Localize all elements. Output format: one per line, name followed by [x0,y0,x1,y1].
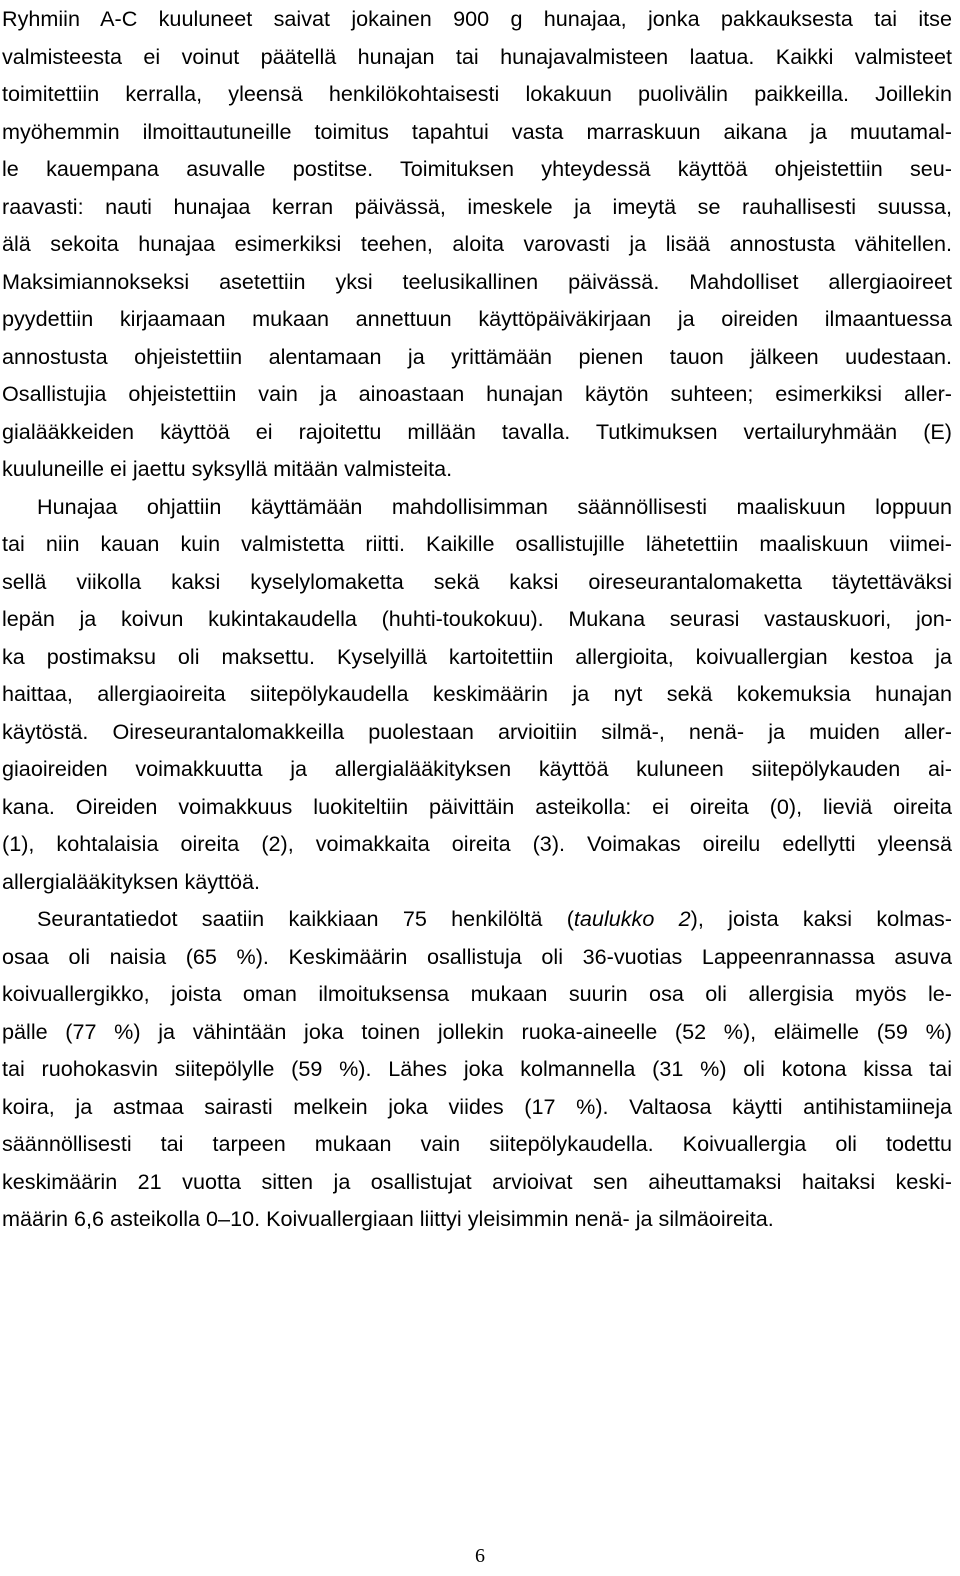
text-segment: Osallistujia ohjeistettiin vain ja ainoastaan hunajan käytön suhteen; esimerkiksi aller- [2,381,952,406]
text-segment: raavasti: nauti hunajaa kerran päivässä, imeskele ja imeytä se rauhallisesti suussa, [2,193,952,219]
text-segment: älä sekoita hunajaa esimerkiksi teehen, aloita varovasti ja lisää annostusta vähitellen. [2,231,952,256]
text-line [2,1088,952,1126]
text-line [2,338,952,376]
text-segment: osaa oli naisia (65 %). Keskimäärin osallistuja oli 36-vuotias Lappeenrannassa asuva [2,943,952,969]
text-segment: pyydettiin kirjaamaan mukaan annettuun käyttöpäiväkirjaan ja oireiden ilmaantuessa [2,306,952,331]
text-line [2,450,952,488]
text-segment: toimitettiin kerralla, yleensä henkilökohtaisesti lokakuun puolivälin paikkeilla. Joillekin [2,81,952,106]
text-segment: käytöstä. Oireseurantalomakkeilla puolestaan arvioitiin silmä-, nenä- ja muiden aller- [2,718,952,744]
text-line [2,788,952,826]
text-segment: määrin 6,6 asteikolla 0–10. Koivuallergiaan liittyi yleisimmin nenä- ja silmäoireita. [2,1206,774,1231]
text-segment: tai niin kauan kuin valmistetta riitti. Kaikille osallistujille lähetettiin maaliskuun viimei- [2,531,952,556]
text-segment: kana. Oireiden voimakkuus luokiteltiin päivittäin asteikolla: ei oireita (0), lieviä oireita [2,793,952,819]
text-line [2,863,952,901]
text-line [2,225,952,263]
text-segment: lepän ja koivun kukintakaudella (huhti-toukokuu). Mukana seurasi vastauskuori, jon- [2,606,952,631]
text-line [2,0,952,38]
text-line [2,525,952,563]
text-segment: Hunajaa ohjattiin käyttämään mahdollisimman säännöllisesti maaliskuun loppuun [37,493,952,519]
text-line [2,825,952,863]
text-segment: (1), kohtalaisia oireita (2), voimakkaita oireita (3). Voimakas oireilu edellytti yleensä [2,831,952,856]
text-segment: allergialääkityksen käyttöä. [2,868,261,894]
text-segment: säännöllisesti tai tarpeen mukaan vain siitepölykaudella. Koivuallergia oli todettu [2,1131,952,1156]
text-line [2,938,952,976]
text-line [2,750,952,788]
text-segment: haittaa, allergiaoireita siitepölykaudella keskimäärin ja nyt sekä kokemuksia hunajan [2,681,952,706]
text-line [2,488,952,526]
text-segment: giaoireiden voimakkuutta ja allergialääkityksen käyttöä kuluneen siitepölykauden ai- [2,756,952,781]
text-line [2,263,952,301]
text-line [2,638,952,676]
paragraph [2,900,952,1238]
text-segment: tai ruohokasvin siitepölylle (59 %). Lähes joka kolmannella (31 %) oli kotona kissa tai [2,1056,952,1081]
page-number: 6 [475,1545,485,1567]
text-line [2,300,952,338]
text-line [2,375,952,413]
text-segment: myöhemmin ilmoittautuneille toimitus tapahtui vasta marraskuun aikana ja muutamal- [2,118,952,144]
text-segment: gialääkkeiden käyttöä ei rajoitettu millään tavalla. Tutkimuksen vertailuryhmään (E) [2,418,952,444]
text-line [2,113,952,151]
text-segment: valmisteesta ei voinut päätellä hunajan tai hunajavalmisteen laatua. Kaikki valmisteet [2,43,952,69]
text-line [2,713,952,751]
text-line [2,1200,952,1238]
text-line [2,1125,952,1163]
text-line [2,1163,952,1201]
paragraph [2,0,952,488]
text-segment: annostusta ohjeistettiin alentamaan ja yrittämään pienen tauon jälkeen uudestaan. [2,343,952,369]
text-segment: Seurantatiedot saatiin kaikkiaan 75 henkilöltä ( [37,906,574,931]
text-segment: pälle (77 %) ja vähintään joka toinen jollekin ruoka-aineelle (52 %), eläimelle (59 %) [2,1018,952,1044]
paragraph [2,488,952,901]
text-segment: sellä viikolla kaksi kyselylomaketta sekä kaksi oireseurantalomaketta täytettäväksi [2,568,952,594]
text-line [2,675,952,713]
italic-text: taulukko 2 [573,906,691,931]
body-text [2,0,952,1238]
text-line [2,600,952,638]
text-line [2,1050,952,1088]
text-line [2,38,952,76]
text-segment: ka postimaksu oli maksettu. Kyselyillä kartoitettiin allergioita, koivuallergian kestoa ja [2,643,952,669]
text-line [2,900,952,938]
text-segment: kuuluneille ei jaettu syksyllä mitään valmisteita. [2,456,453,481]
text-line [2,75,952,113]
text-segment: keskimäärin 21 vuotta sitten ja osallistujat arvioivat sen aiheuttamaksi haitaksi keski- [2,1168,952,1194]
text-line [2,188,952,226]
text-segment: Maksimiannokseksi asetettiin yksi teelusikallinen päivässä. Mahdolliset allergiaoireet [2,268,952,294]
text-segment: koivuallergikko, joista oman ilmoituksensa mukaan suurin osa oli allergisia myös le- [2,981,952,1006]
text-segment: Ryhmiin A-C kuuluneet saivat jokainen 900 g hunajaa, jonka pakkauksesta tai itse [2,6,952,31]
text-segment: koira, ja astmaa sairasti melkein joka viides (17 %). Valtaosa käytti antihistamiineja [2,1093,952,1119]
text-line [2,1013,952,1051]
text-segment: le kauempana asuvalle postitse. Toimituksen yhteydessä käyttöä ohjeistettiin seu- [2,156,952,181]
text-segment: ), joista kaksi kolmas- [690,906,952,931]
text-line [2,563,952,601]
text-line [2,413,952,451]
text-line [2,975,952,1013]
text-line [2,150,952,188]
